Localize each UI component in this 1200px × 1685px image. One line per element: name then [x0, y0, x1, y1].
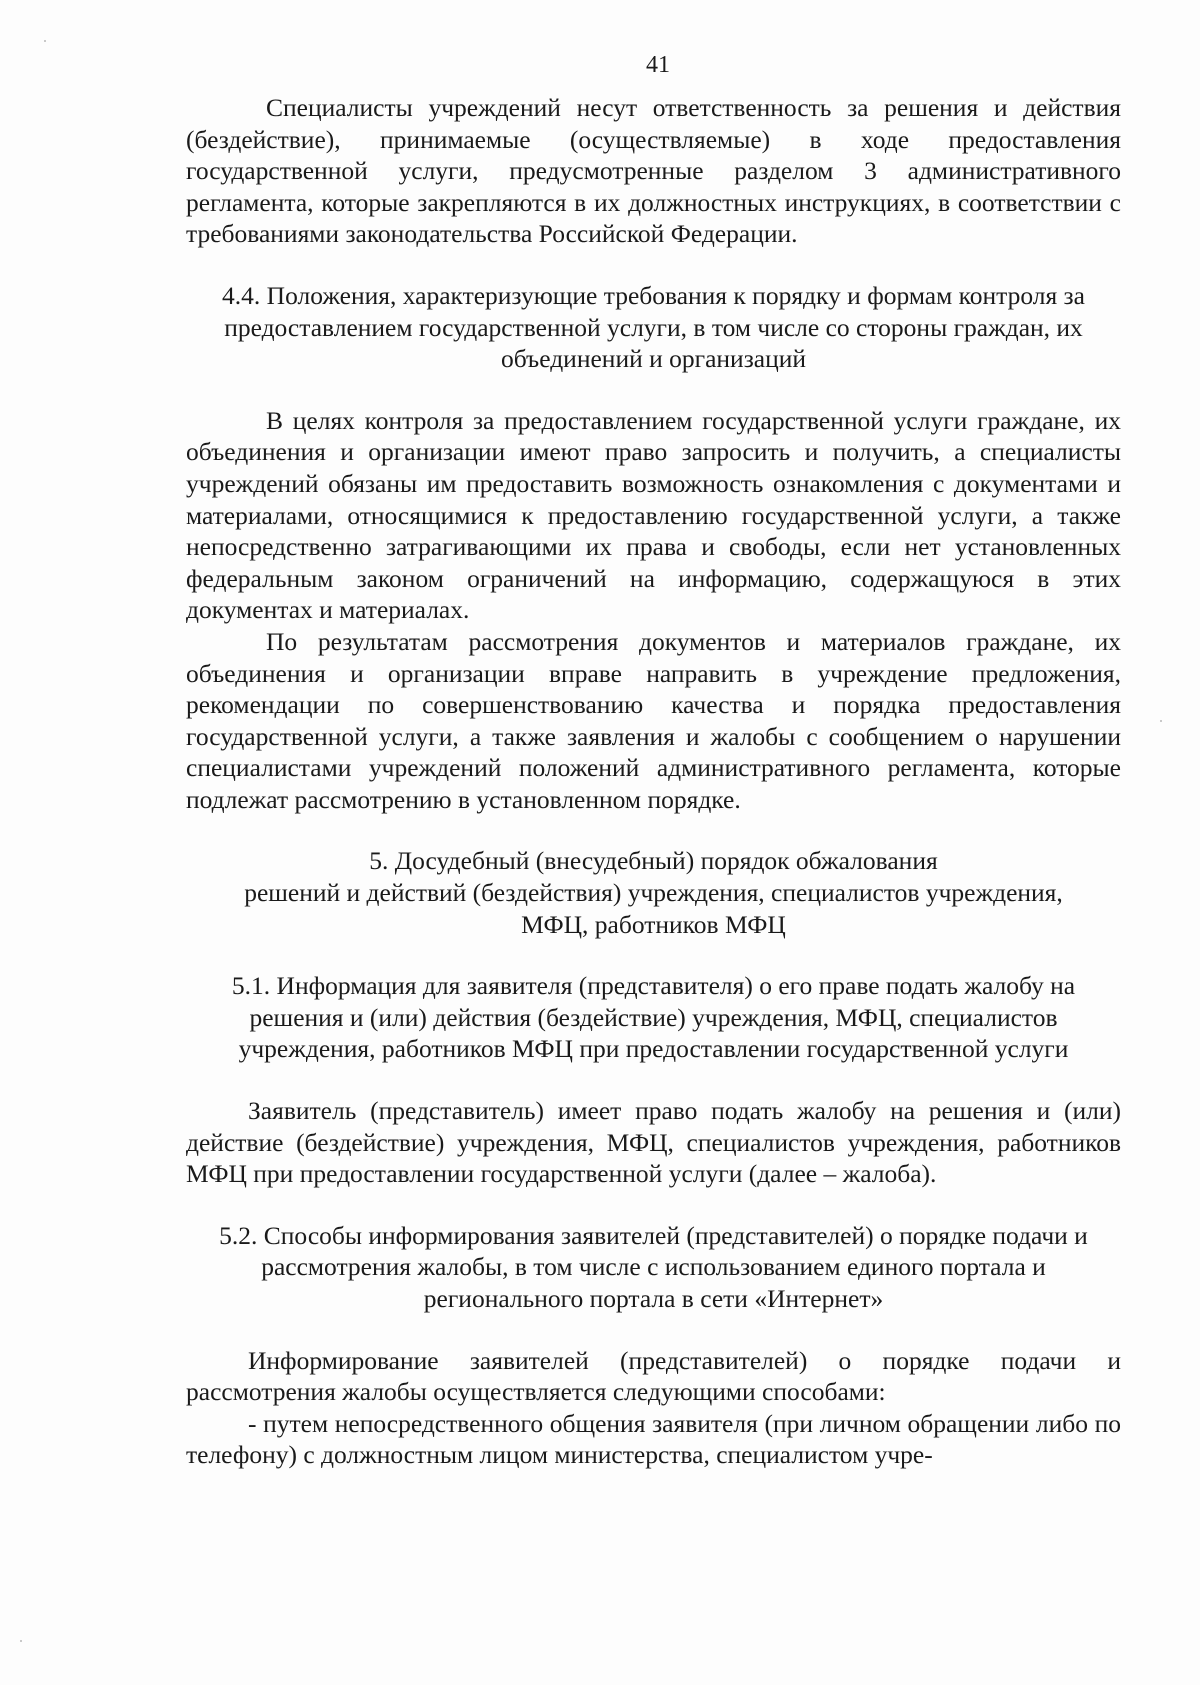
- paragraph-control-rights: В целях контроля за предоставлением государственной услуги граждане, их объединения и организации имеют право запросить и получить, а специалисты учреждений обязаны им предоставить возможность ознакомления с документами и материалами, относящимися к предоставлению государственной услуги, а также непосредственно затрагивающими их права и свободы, если нет установленных федеральным законом ограничений на информацию, содержащуюся в этих документах и материалах.: [186, 405, 1121, 625]
- section-heading-4-4: 4.4. Положения, характеризующие требования к порядку и формам контроля за предоставлением государственной услуги, в том числе со стороны граждан, их объединений и организаций: [222, 280, 1085, 374]
- spacer: [186, 375, 1121, 405]
- scan-speck: [20, 1640, 22, 1642]
- page-number: 41: [646, 52, 670, 78]
- paragraph-complaint-right: Заявитель (представитель) имеет право подать жалобу на решения и (или) действие (бездействие) учреждения, МФЦ, специалистов учреждения, работников МФЦ при предоставлении государственной услуги (далее – жалоба).: [186, 1096, 1121, 1189]
- spacer: [186, 1315, 1121, 1345]
- spacer: [186, 1190, 1121, 1220]
- spacer: [186, 815, 1121, 845]
- section-heading-5-2: 5.2. Способы информирования заявителей (представителей) о порядке подачи и рассмотрения жалобы, в том числе с использованием единого портала и регионального портала в сети «Интернет»: [219, 1220, 1088, 1313]
- paragraph-responsibility: Специалисты учреждений несут ответственность за решения и действия (бездействие), принимаемые (осуществляемые) в ходе предоставления государственной услуги, предусмотренные разделом 3 административного регламента, которые закрепляются в их должностных инструкциях, в соответствии с требованиями законодательства Российской Федерации.: [186, 93, 1121, 249]
- document-body: [186, 92, 1121, 1471]
- section-heading-5-line-2: решений и действий (бездействия) учреждения, специалистов учреждения,: [244, 878, 1063, 908]
- section-heading-5-1: 5.1. Информация для заявителя (представителя) о его праве подать жалобу на решения и (или) действия (бездействие) учреждения, МФЦ, специалистов учреждения, работников МФЦ при предоставлении государственной услуги: [231, 971, 1076, 1064]
- paragraph-informing-methods: Информирование заявителей (представителей) о порядке подачи и рассмотрения жалобы осуществляется следующими способами:: [186, 1345, 1121, 1407]
- scan-speck: [1160, 720, 1162, 722]
- spacer: [186, 940, 1121, 970]
- spacer: [186, 250, 1121, 280]
- paragraph-direct-communication: - путем непосредственного общения заявителя (при личном обращении либо по телефону) с должностным лицом министерства, специалистом учре-: [186, 1408, 1121, 1470]
- scan-speck: [44, 40, 46, 42]
- paragraph-review-results: По результатам рассмотрения документов и материалов граждане, их объединения и организации вправе направить в учреждение предложения, рекомендации по совершенствованию качества и порядка предоставления государственной услуги, а также заявления и жалобы с сообщением о нарушении специалистами учреждений положений административного регламента, которые подлежат рассмотрению в установленном порядке.: [186, 626, 1121, 814]
- section-heading-5-line-1: 5. Досудебный (внесудебный) порядок обжалования: [369, 846, 938, 876]
- section-heading-5-line-3: МФЦ, работников МФЦ: [521, 909, 786, 939]
- spacer: [186, 1065, 1121, 1095]
